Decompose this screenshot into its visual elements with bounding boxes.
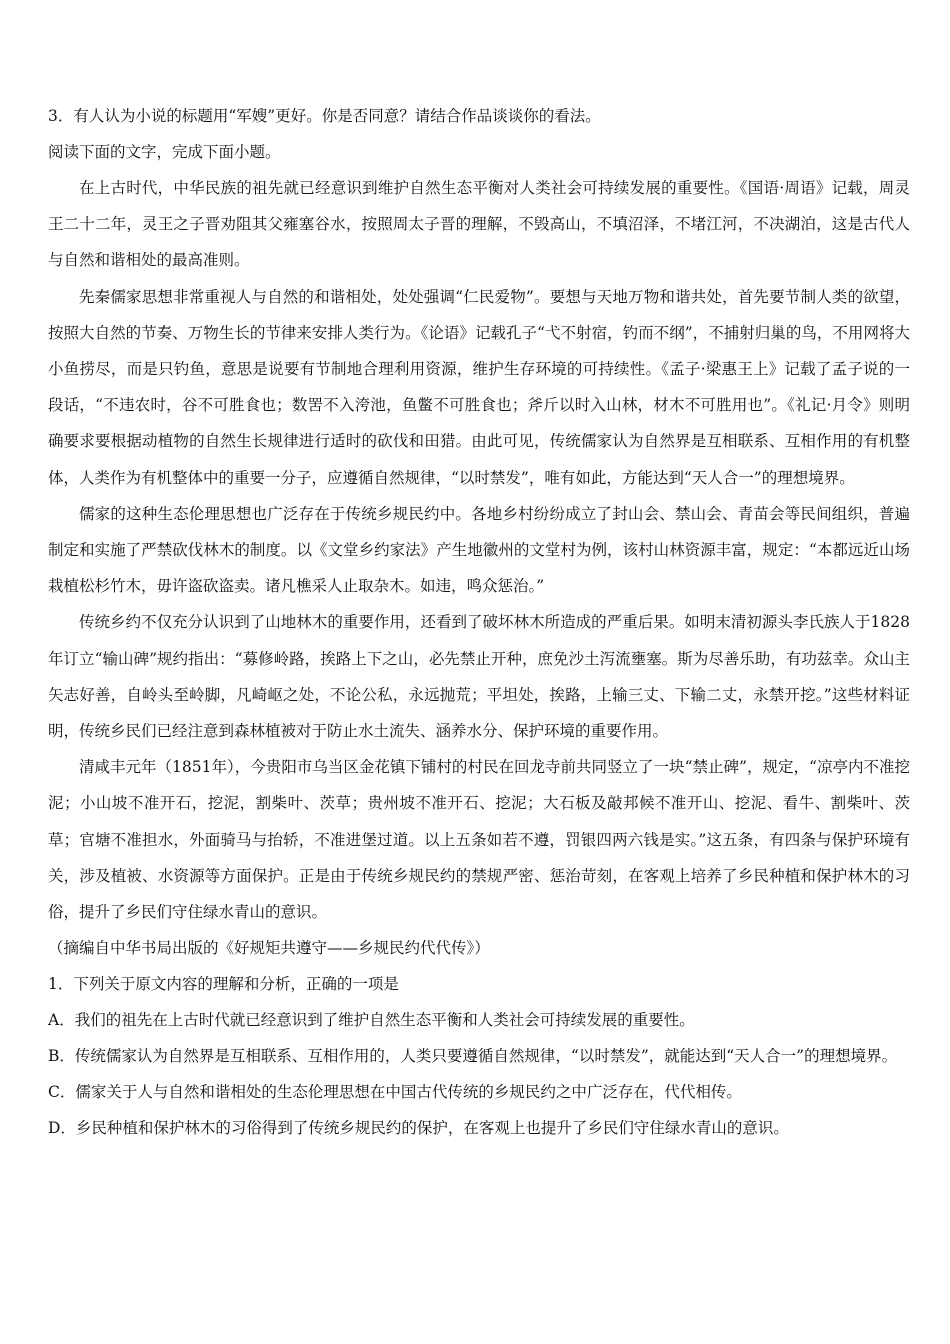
article-body [48,170,910,930]
option-b: B．传统儒家认为自然界是互相联系、互相作用的，人类只要遵循自然规律，“以时禁发”，就能达到“天人合一”的理想境界。 [48,1047,898,1066]
article-paragraph-2: 先秦儒家思想非常重视人与自然的和谐相处，处处强调“仁民爱物”。要想与天地万物和谐共处，首先要节制人类的欲望，按照大自然的节奏、万物生长的节律来安排人类行为。《论语》记载孔子“弋不射宿，钓而不纲”，不捕射归巢的鸟，不用网将大小鱼捞尽，而是只钓鱼，意思是说要有节制地合理利用资源，维护生存环境的可持续性。《孟子·梁惠王上》记载了孟子说的一段话，“不违农时，谷不可胜食也；数罟不入洿池，鱼鳖不可胜食也；斧斤以时入山林，材木不可胜用也”。《礼记·月令》则明确要求要根据动植物的自然生长规律进行适时的砍伐和田猎。由此可见，传统儒家认为自然界是互相联系、互相作用的有机整体，人类作为有机整体中的重要一分子，应遵循自然规律，“以时禁发”，唯有如此，方能达到“天人合一”的理想境界。 [48,287,910,487]
previous-question: 3．有人认为小说的标题用“军嫂”更好。你是否同意？请结合作品谈谈你的看法。 [48,107,601,125]
question-stem: 1．下列关于原文内容的理解和分析，正确的一项是 [48,975,399,994]
article-paragraph-1: 在上古时代，中华民族的祖先就已经意识到维护自然生态平衡对人类社会可持续发展的重要性。《国语·周语》记载，周灵王二十二年，灵王之子晋劝阻其父雍塞谷水，按照周太子晋的理解，不毁高山，不填沼泽，不堵江河，不决湖泊，这是古代人与自然和谐相处的最高准则。 [48,179,910,270]
article-paragraph-3: 儒家的这种生态伦理思想也广泛存在于传统乡规民约中。各地乡村纷纷成立了封山会、禁山会、青苗会等民间组织，普遍制定和实施了严禁砍伐林木的制度。以《文堂乡约家法》产生地徽州的文堂村为例，该村山林资源丰富，规定：“本都远近山场栽植松杉竹木，毋许盗砍盗卖。诸凡樵采人止取杂木。如违，鸣众惩治。” [48,504,910,596]
option-c: C．儒家关于人与自然和谐相处的生态伦理思想在中国古代传统的乡规民约之中广泛存在，代代相传。 [48,1083,742,1102]
article-paragraph-4: 传统乡约不仅充分认识到了山地林木的重要作用，还看到了破坏林木所造成的严重后果。如明末清初源头李氏族人于1828年订立“输山碑”规约指出：“募修岭路，挨路上下之山，必先禁止开种，庶免沙土泻流壅塞。斯为尽善乐助，有功兹幸。众山主矢志好善，自岭头至岭脚，凡崎岖之处，不论公私，永远抛荒；平坦处，挨路，上输三丈、下输二丈，永禁开挖。”这些材料证明，传统乡民们已经注意到森林植被对于防止水土流失、涵养水分、保护环境的重要作用。 [48,613,910,741]
article-paragraph-5: 清咸丰元年（1851年），今贵阳市乌当区金花镇下铺村的村民在回龙寺前共同竖立了一块“禁止碑”，规定，“凉亭内不准挖泥；小山坡不准开石，挖泥，割柴叶、茨草；贵州坡不准开石、挖泥；大石板及敲邦候不准开山、挖泥、看牛、割柴叶、茨草；官塘不准担水，外面骑马与抬轿，不准进堡过道。以上五条如若不遵，罚银四两六钱是实。”这五条，有四条与保护环境有关，涉及植被、水资源等方面保护。正是由于传统乡规民约的禁规严密、惩治苛刻，在客观上培养了乡民种植和保护林木的习俗，提升了乡民们守住绿水青山的意识。 [48,758,910,922]
article-source: （摘编自中华书局出版的《好规矩共遵守——乡规民约代代传》） [48,939,490,958]
option-a: A．我们的祖先在上古时代就已经意识到了维护自然生态平衡和人类社会可持续发展的重要性。 [48,1011,695,1030]
document-page [48,98,910,1146]
question-1 [48,966,910,1146]
reading-instruction: 阅读下面的文字，完成下面小题。 [48,143,281,161]
option-d: D．乡民种植和保护林木的习俗得到了传统乡规民约的保护，在客观上也提升了乡民们守住绿水青山的意识。 [48,1119,789,1138]
